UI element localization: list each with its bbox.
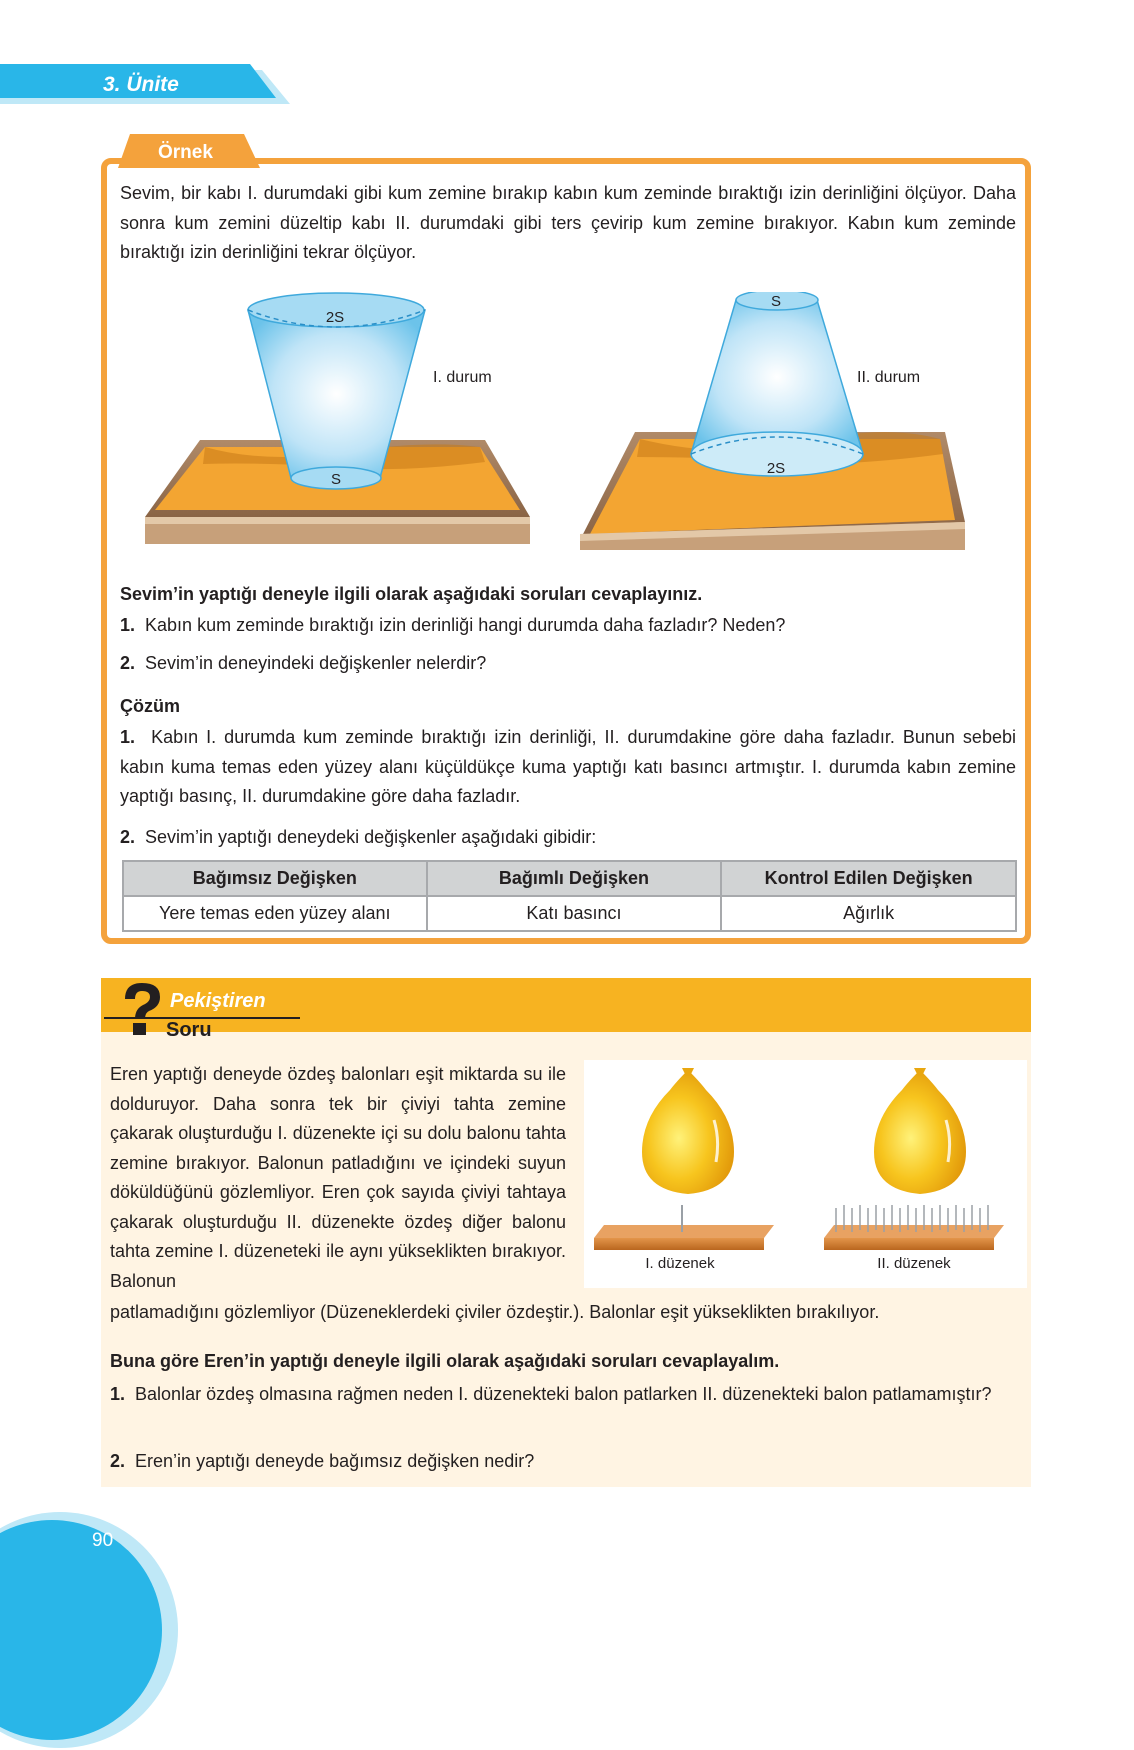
example-intro: Sevim, bir kabı I. durumdaki gibi kum zemine bırakıp kabın kum zeminde bıraktığı izin derinliğini ölçüyor. Daha sonra kum zemini düzeltip kabı II. durumdaki gibi ters çevirip kum zemine bırakıyor. Kabın kum zeminde bıraktığı izin derinliğini tekrar ölçüyor.	[120, 183, 1016, 262]
case1-label: I. durum	[433, 369, 492, 386]
reinforce-question-2: 2. Eren’in yaptığı deneyde bağımsız değişken nedir?	[110, 1451, 535, 1471]
table-cell: Ağırlık	[721, 896, 1016, 931]
solution-2: 2. Sevim’in yaptığı deneydeki değişkenler aşağıdaki gibidir:	[120, 827, 597, 847]
setup2-label: II. düzenek	[877, 1255, 951, 1272]
cup1-top-area: 2S	[325, 309, 345, 326]
cup2-bottom-area: 2S	[766, 460, 786, 477]
cup1-bottom-area: S	[330, 471, 342, 488]
unit-title: 3. Ünite	[103, 73, 179, 96]
table-header: Bağımsız Değişken	[123, 861, 427, 896]
table-header: Kontrol Edilen Değişken	[721, 861, 1016, 896]
reinforce-question-1: 1. Balonlar özdeş olmasına rağmen neden I. düzenekteki balon patlarken II. düzenekteki balon patlamamıştır?	[110, 1384, 992, 1404]
reinforce-title: Pekiştiren	[170, 990, 266, 1012]
table-row	[123, 896, 1016, 931]
question-mark-icon	[117, 981, 167, 1037]
page-number-badge	[0, 1510, 180, 1750]
example-tab-label: Örnek	[158, 142, 213, 163]
table-cell: Katı basıncı	[427, 896, 722, 931]
cup-2	[691, 292, 863, 476]
cup2-top-area: S	[770, 293, 782, 310]
solution-1: 1. Kabın I. durumda kum zeminde bıraktığı izin derinliği, II. durumdakine göre daha fazladır. Bunun sebebi kabın kuma temas eden yüzey alanı küçüldükçe kuma yaptığı katı basıncı artmıştır. I. durumda kabın zemine yaptığı basınç, II. durumdakine göre daha fazladır.	[120, 727, 1016, 806]
case2-label: II. durum	[857, 369, 921, 386]
table-header: Bağımlı Değişken	[427, 861, 722, 896]
balloon-1	[642, 1068, 734, 1194]
questions-heading: Sevim’in yaptığı deneyle ilgili olarak aşağıdaki soruları cevaplayınız.	[120, 584, 703, 604]
table-cell: Yere temas eden yüzey alanı	[123, 896, 427, 931]
solution-heading: Çözüm	[120, 696, 180, 716]
balloon-figure	[584, 1060, 1027, 1288]
setup1-label: I. düzenek	[645, 1255, 715, 1272]
reinforce-text: Eren yaptığı deneyde özdeş balonları eşit miktarda su ile dolduruyor. Daha sonra tek bir çiviyi tahta zemine çakarak oluşturduğu I. düzenekte içi su dolu balonu tahta zemine bırakıyor. Balonun patladığını ve içindeki suyun döküldüğünü gözlemliyor. Eren çok sayıda çiviyi tahtaya çakarak oluşturduğu II. düzenekte özdeş diğer balonu tahta zemine I. düzeneteki ile aynı yükseklikten bırakıyor. Balonun	[110, 1064, 566, 1291]
question-1: 1. Kabın kum zeminde bıraktığı izin derinliği hangi durumda daha fazladır? Neden?	[120, 615, 786, 635]
reinforce-subtitle: Soru	[166, 1019, 212, 1041]
question-2: 2. Sevim’in deneyindeki değişkenler nelerdir?	[120, 653, 487, 673]
cup-sand-figure	[145, 292, 995, 560]
page-number: 90	[92, 1530, 114, 1551]
table-header-row	[123, 861, 1016, 896]
reinforce-text-end: patlamadığını gözlemliyor (Düzeneklerdeki çiviler özdeştir.). Balonlar eşit yükseklikten bırakılıyor.	[110, 1302, 880, 1322]
balloon-2	[874, 1068, 966, 1194]
variables-table	[122, 860, 1017, 932]
reinforce-questions-heading: Buna göre Eren’in yaptığı deneyle ilgili olarak aşağıdaki soruları cevaplayalım.	[110, 1351, 780, 1371]
